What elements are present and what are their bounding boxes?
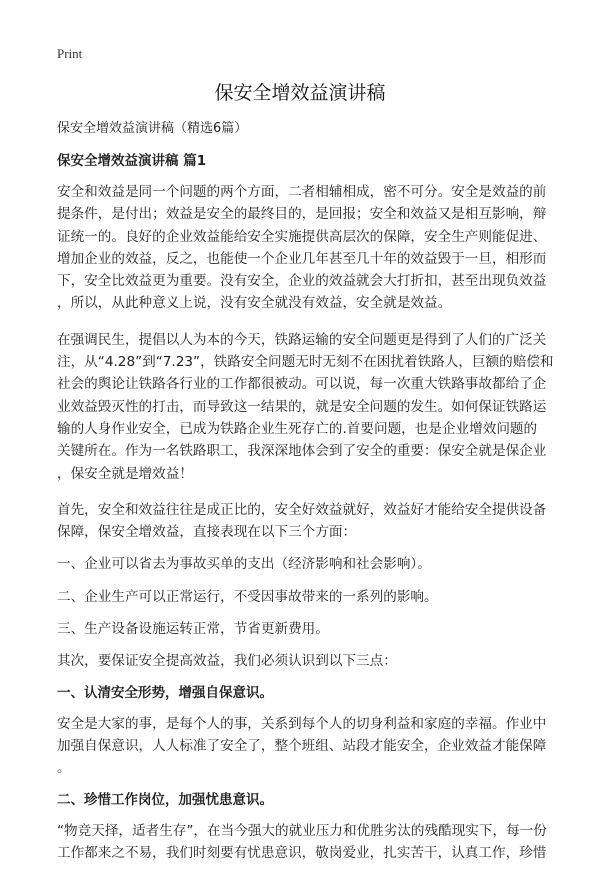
text-line: 社会的舆论让铁路各行业的工作都很被动。可以说，每一次重大铁路事故都给了企 bbox=[57, 376, 547, 393]
text-line: 注，从“4.28”到“7.23”，铁路安全问题无时无刻不在困扰着铁路人，巨额的赔偿和 bbox=[57, 354, 554, 371]
paragraph bbox=[57, 553, 557, 575]
text-line: 在强调民生，提倡以人为本的今天，铁路运输的安全问题更是得到了人们的广泛关 bbox=[57, 331, 547, 348]
text-line: 下，安全比效益更为重要。没有安全，企业的效益就会大打折扣，甚至出现负效益 bbox=[57, 273, 547, 290]
paragraph bbox=[57, 181, 557, 315]
text-line: 增加企业的效益，反之，也能使一个企业几年甚至几十年的效益毁于一旦，相形而 bbox=[57, 250, 547, 267]
paragraph bbox=[57, 499, 557, 544]
text-line: 其次，要保证安全提高效益，我们必须认识到以下三点： bbox=[57, 653, 397, 670]
text-line: “物竞天择，适者生存”，在当今强大的就业压力和优胜劣汰的残酷现实下，每一份 bbox=[57, 822, 547, 839]
text-line: 提条件，是付出；效益是安全的最终目的，是回报；安全和效益又是相互影响，辩 bbox=[57, 206, 547, 223]
document-subtitle: 保安全增效益演讲稿（精选6篇） bbox=[57, 121, 248, 136]
point1-paragraph bbox=[57, 713, 557, 780]
text-line: 证统一的。良好的企业效益能给安全实施提供高层次的保障，安全生产则能促进、 bbox=[57, 228, 547, 245]
paragraph bbox=[57, 329, 557, 485]
text-line: 保障，保安全增效益，直接表现在以下三个方面： bbox=[57, 524, 357, 541]
document-body bbox=[57, 119, 557, 874]
text-line: 首先，安全和效益往往是成正比的，安全好效益就好，效益好才能给安全提供设备 bbox=[57, 501, 547, 518]
text-line: 加强自保意识，人人标准了安全了，整个班组、站段才能安全，企业效益才能保障 bbox=[57, 737, 547, 754]
text-line: 。 bbox=[57, 760, 71, 777]
point2-paragraph bbox=[57, 820, 557, 865]
paragraph bbox=[57, 618, 557, 640]
point2-heading: 二、珍惜工作岗位，加强忧患意识。 bbox=[57, 791, 273, 808]
point1-heading: 一、认清安全形势，增强自保意识。 bbox=[57, 684, 273, 701]
text-line: 二、企业生产可以正常运行，不受因事故带来的一系列的影响。 bbox=[57, 588, 438, 605]
text-line: ，所以，从此种意义上说，没有安全就没有效益，安全就是效益。 bbox=[57, 295, 452, 312]
print-link[interactable]: Print bbox=[57, 46, 83, 61]
paragraphs bbox=[57, 181, 557, 673]
text-line: ，保安全就是增效益！ bbox=[57, 465, 193, 482]
text-line: 输的人身作业安全，已成为铁路企业生死存亡的.首要问题，也是企业增效问题的 bbox=[57, 420, 538, 437]
text-line: 业效益毁灭性的打击，而导致这一结果的，就是安全问题的发生。如何保证铁路运 bbox=[57, 398, 547, 415]
text-line: 安全是大家的事，是每个人的事，关系到每个人的切身利益和家庭的幸福。作业中 bbox=[57, 715, 547, 732]
text-line: 工作都来之不易，我们时刻要有忧患意识，敬岗爱业，扎实苦干，认真工作，珍惜 bbox=[57, 844, 547, 861]
paragraph bbox=[57, 650, 557, 672]
text-line: 关键所在。作为一名铁路职工，我深深地体会到了安全的重要：保安全就是保企业 bbox=[57, 443, 547, 460]
section-heading: 保安全增效益演讲稿 篇1 bbox=[57, 153, 207, 169]
paragraph bbox=[57, 586, 557, 608]
text-line: 一、企业可以省去为事故买单的支出（经济影响和社会影响）。 bbox=[57, 556, 431, 573]
text-line: 安全和效益是同一个问题的两个方面，二者相辅相成，密不可分。安全是效益的前 bbox=[57, 184, 547, 200]
document-title: 保安全增效益演讲稿 bbox=[214, 82, 386, 104]
text-line: 三、生产设备设施运转正常，节省更新费用。 bbox=[57, 621, 329, 638]
